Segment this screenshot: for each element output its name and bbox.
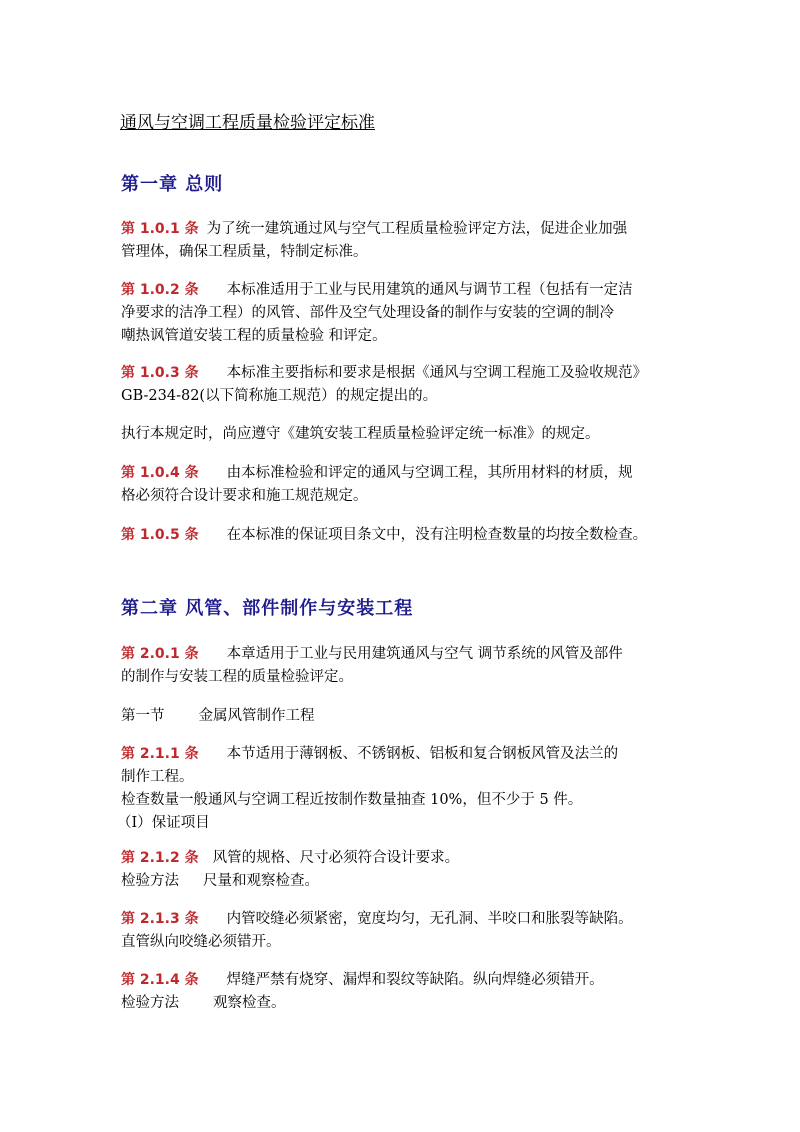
article-label: 第 2.1.2 条 xyxy=(121,850,199,866)
note-text: 执行本规定时，尚应遵守《建筑安装工程质量检验评定统一标准》的规定。 xyxy=(121,426,600,442)
article-text: 本标准适用于工业与民用建筑的通风与调节工程（包括有一定洁 xyxy=(226,282,633,298)
method-text: 观察检查。 xyxy=(213,995,286,1011)
article-text: GB-234-82(以下简称施工规范）的规定提出的。 xyxy=(121,388,438,404)
section-name: 金属风管制作工程 xyxy=(198,708,315,724)
article-text: 的制作与安装工程的质量检验评定。 xyxy=(121,669,353,685)
article-text: 为了统一建筑通过风与空气工程质量检验评定方法，促进企业加强 xyxy=(206,221,628,237)
article-text: 管理体，确保工程质量，特制定标准。 xyxy=(121,244,368,260)
article-text: 净要求的洁净工程）的风管、部件及空气处理设备的制作与安装的空调的制冷 xyxy=(121,305,614,321)
article-1-0-4 xyxy=(121,462,696,508)
article-label: 第 2.0.1 条 xyxy=(121,646,199,662)
article-1-0-3 xyxy=(121,362,696,408)
chapter-1-heading: 第一章 总则 xyxy=(121,174,224,195)
article-label: 第 1.0.1 条 xyxy=(121,221,199,237)
article-text: 检查数量一般通风与空调工程近按制作数量抽查 10%，但不少于 5 件。 xyxy=(121,792,583,808)
article-1-0-5 xyxy=(121,524,696,547)
article-2-1-3 xyxy=(121,908,696,954)
note-paragraph xyxy=(121,423,696,446)
section-number: 第一节 xyxy=(121,708,165,724)
article-text: 本标准主要指标和要求是根据《通风与空调工程施工及验收规范》 xyxy=(226,365,648,381)
article-label: 第 1.0.5 条 xyxy=(121,527,199,543)
article-text: 风管的规格、尺寸必须符合设计要求。 xyxy=(212,850,460,866)
article-text: 直管纵向咬缝必须错开。 xyxy=(121,934,281,950)
article-label: 第 1.0.2 条 xyxy=(121,282,199,298)
article-1-0-2 xyxy=(121,279,696,348)
article-2-0-1 xyxy=(121,643,696,689)
article-label: 第 2.1.4 条 xyxy=(121,972,199,988)
method-text: 尺量和观察检查。 xyxy=(203,873,319,889)
article-text: 格必须符合设计要求和施工规范规定。 xyxy=(121,488,368,504)
article-label: 第 2.1.1 条 xyxy=(121,746,199,762)
document-title: 通风与空调工程质量检验评定标准 xyxy=(120,113,375,133)
article-text: 焊缝严禁有烧穿、漏焊和裂纹等缺陷。纵向焊缝必须错开。 xyxy=(226,972,604,988)
method-label: 检验方法 xyxy=(121,873,179,889)
method-label: 检验方法 xyxy=(121,995,179,1011)
article-2-1-4 xyxy=(121,969,696,1015)
article-text: 内管咬缝必须紧密，宽度均匀，无孔洞、半咬口和胀裂等缺陷。 xyxy=(226,911,633,927)
article-label: 第 1.0.4 条 xyxy=(121,465,199,481)
article-text: 在本标准的保证项目条文中，没有注明检查数量的均按全数检查。 xyxy=(226,527,648,543)
subheading-guarantee-items: （I）保证项目 xyxy=(117,815,210,831)
section-1-heading xyxy=(121,705,696,728)
chapter-2-heading: 第二章 风管、部件制作与安装工程 xyxy=(121,598,414,619)
article-text: 制作工程。 xyxy=(121,769,194,785)
article-2-1-2 xyxy=(121,847,696,893)
article-text: 本节适用于薄钢板、不锈钢板、铝板和复合钢板风管及法兰的 xyxy=(226,746,619,762)
article-1-0-1 xyxy=(121,218,696,264)
article-text: 嘲热讽管道安装工程的质量检验 和评定。 xyxy=(121,328,387,344)
article-2-1-1 xyxy=(117,743,696,835)
article-label: 第 1.0.3 条 xyxy=(121,365,199,381)
article-text: 本章适用于工业与民用建筑通风与空气 调节系统的风管及部件 xyxy=(226,646,623,662)
article-text: 由本标准检验和评定的通风与空调工程，其所用材料的材质，规 xyxy=(226,465,633,481)
article-label: 第 2.1.3 条 xyxy=(121,911,199,927)
